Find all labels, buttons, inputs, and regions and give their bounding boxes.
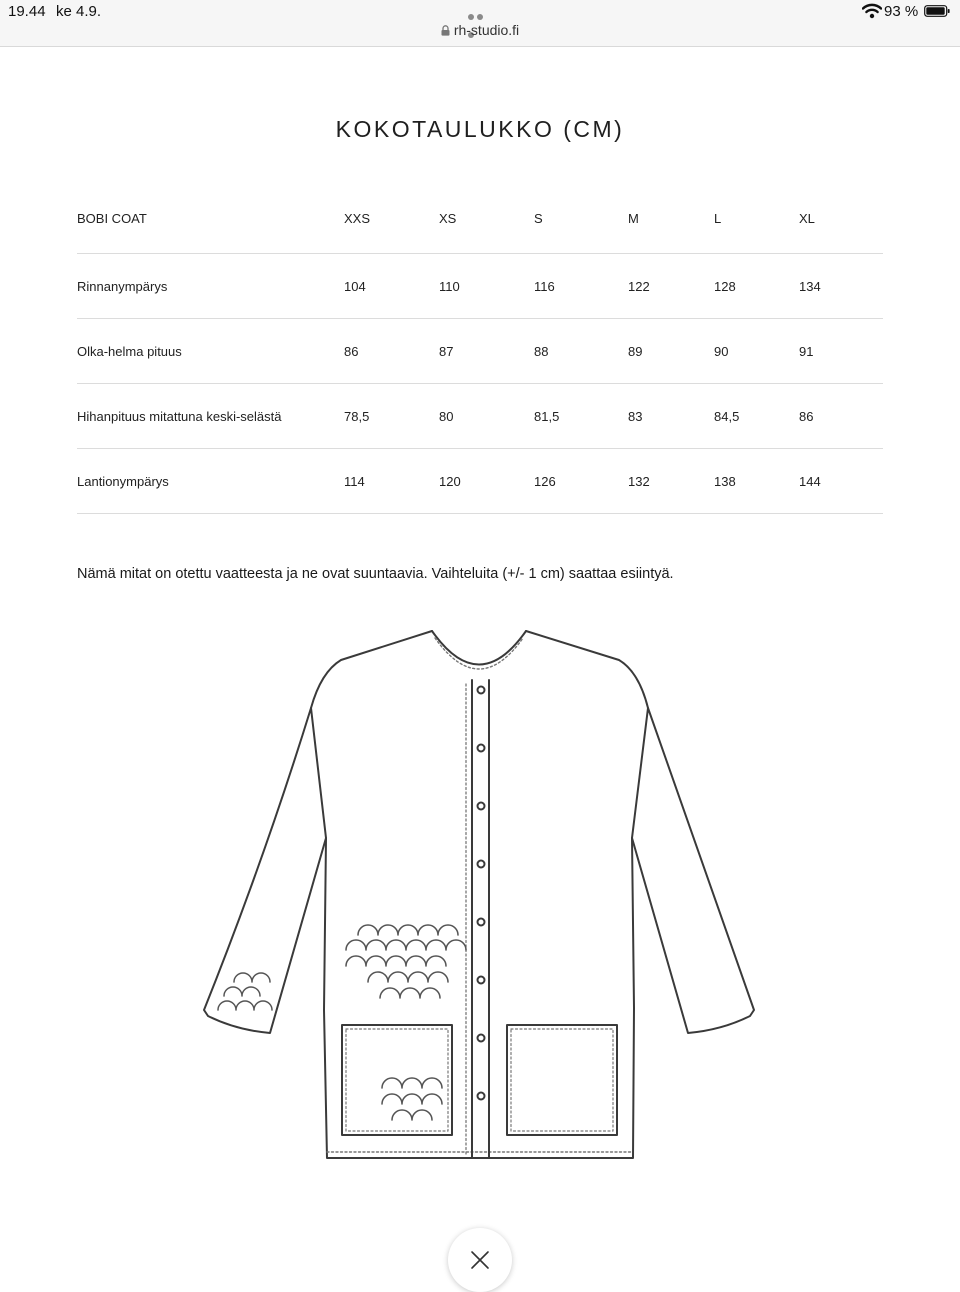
table-cell: 88: [534, 344, 549, 359]
table-header: XL: [799, 211, 815, 226]
table-cell: 122: [628, 279, 650, 294]
lock-icon: [441, 25, 450, 36]
table-row: [77, 449, 883, 514]
measurement-note: Nämä mitat on otettu vaatteesta ja ne ovat suuntaavia. Vaihteluita (+/- 1 cm) saattaa esiintyä.: [77, 566, 674, 582]
status-bar: [0, 0, 960, 47]
table-header: M: [628, 211, 639, 226]
table-cell: 114: [344, 474, 365, 489]
table-cell: 80: [439, 409, 454, 424]
table-header: XXS: [344, 211, 371, 226]
table-cell: 144: [799, 474, 821, 489]
address-bar[interactable]: [0, 22, 960, 38]
row-label: Rinnanympärys: [77, 279, 168, 294]
row-label: Hihanpituus mitattuna keski-selästä: [77, 409, 282, 424]
more-dots-icon[interactable]: [468, 7, 494, 13]
battery-icon: [924, 5, 950, 17]
table-cell: 126: [534, 474, 556, 489]
table-cell: 81,5: [534, 409, 560, 424]
table-cell: 89: [628, 344, 643, 359]
table-cell: 104: [344, 279, 366, 294]
close-button[interactable]: [448, 1228, 512, 1292]
table-header: L: [714, 211, 722, 226]
table-row: [77, 254, 883, 319]
coat-drawing: [196, 620, 766, 1168]
table-cell: 91: [799, 344, 814, 359]
table-cell: 78,5: [344, 409, 370, 424]
table-cell: 134: [799, 279, 821, 294]
table-row: [77, 384, 883, 449]
table-header: XS: [439, 211, 457, 226]
page-title: KOKOTAULUKKO (CM): [335, 116, 625, 142]
size-table: [77, 186, 883, 514]
table-cell: 120: [439, 474, 461, 489]
table-cell: 128: [714, 279, 736, 294]
table-cell: 86: [799, 409, 814, 424]
table-row: [77, 319, 883, 384]
table-cell: 83: [628, 409, 643, 424]
url-text: rh-studio.fi: [453, 22, 520, 38]
wifi-icon: [862, 3, 882, 19]
table-cell: 84,5: [714, 409, 740, 424]
table-header: BOBI COAT: [77, 211, 147, 226]
table-cell: 116: [534, 279, 555, 294]
status-date: ke 4.9.: [56, 3, 102, 20]
row-label: Lantionympärys: [77, 474, 169, 489]
table-cell: 87: [439, 344, 454, 359]
button-placket: [466, 680, 489, 1158]
row-label: Olka-helma pituus: [77, 344, 182, 359]
battery-percent: 93 %: [884, 3, 919, 20]
table-header: S: [534, 211, 543, 226]
coat-body-outline: [204, 631, 754, 1158]
close-icon: [470, 1250, 490, 1270]
table-cell: 90: [714, 344, 729, 359]
table-cell: 110: [439, 279, 460, 294]
table-cell: 138: [714, 474, 736, 489]
table-cell: 132: [628, 474, 650, 489]
status-time: 19.44: [8, 3, 46, 20]
table-header-row: [77, 186, 883, 254]
table-cell: 86: [344, 344, 359, 359]
